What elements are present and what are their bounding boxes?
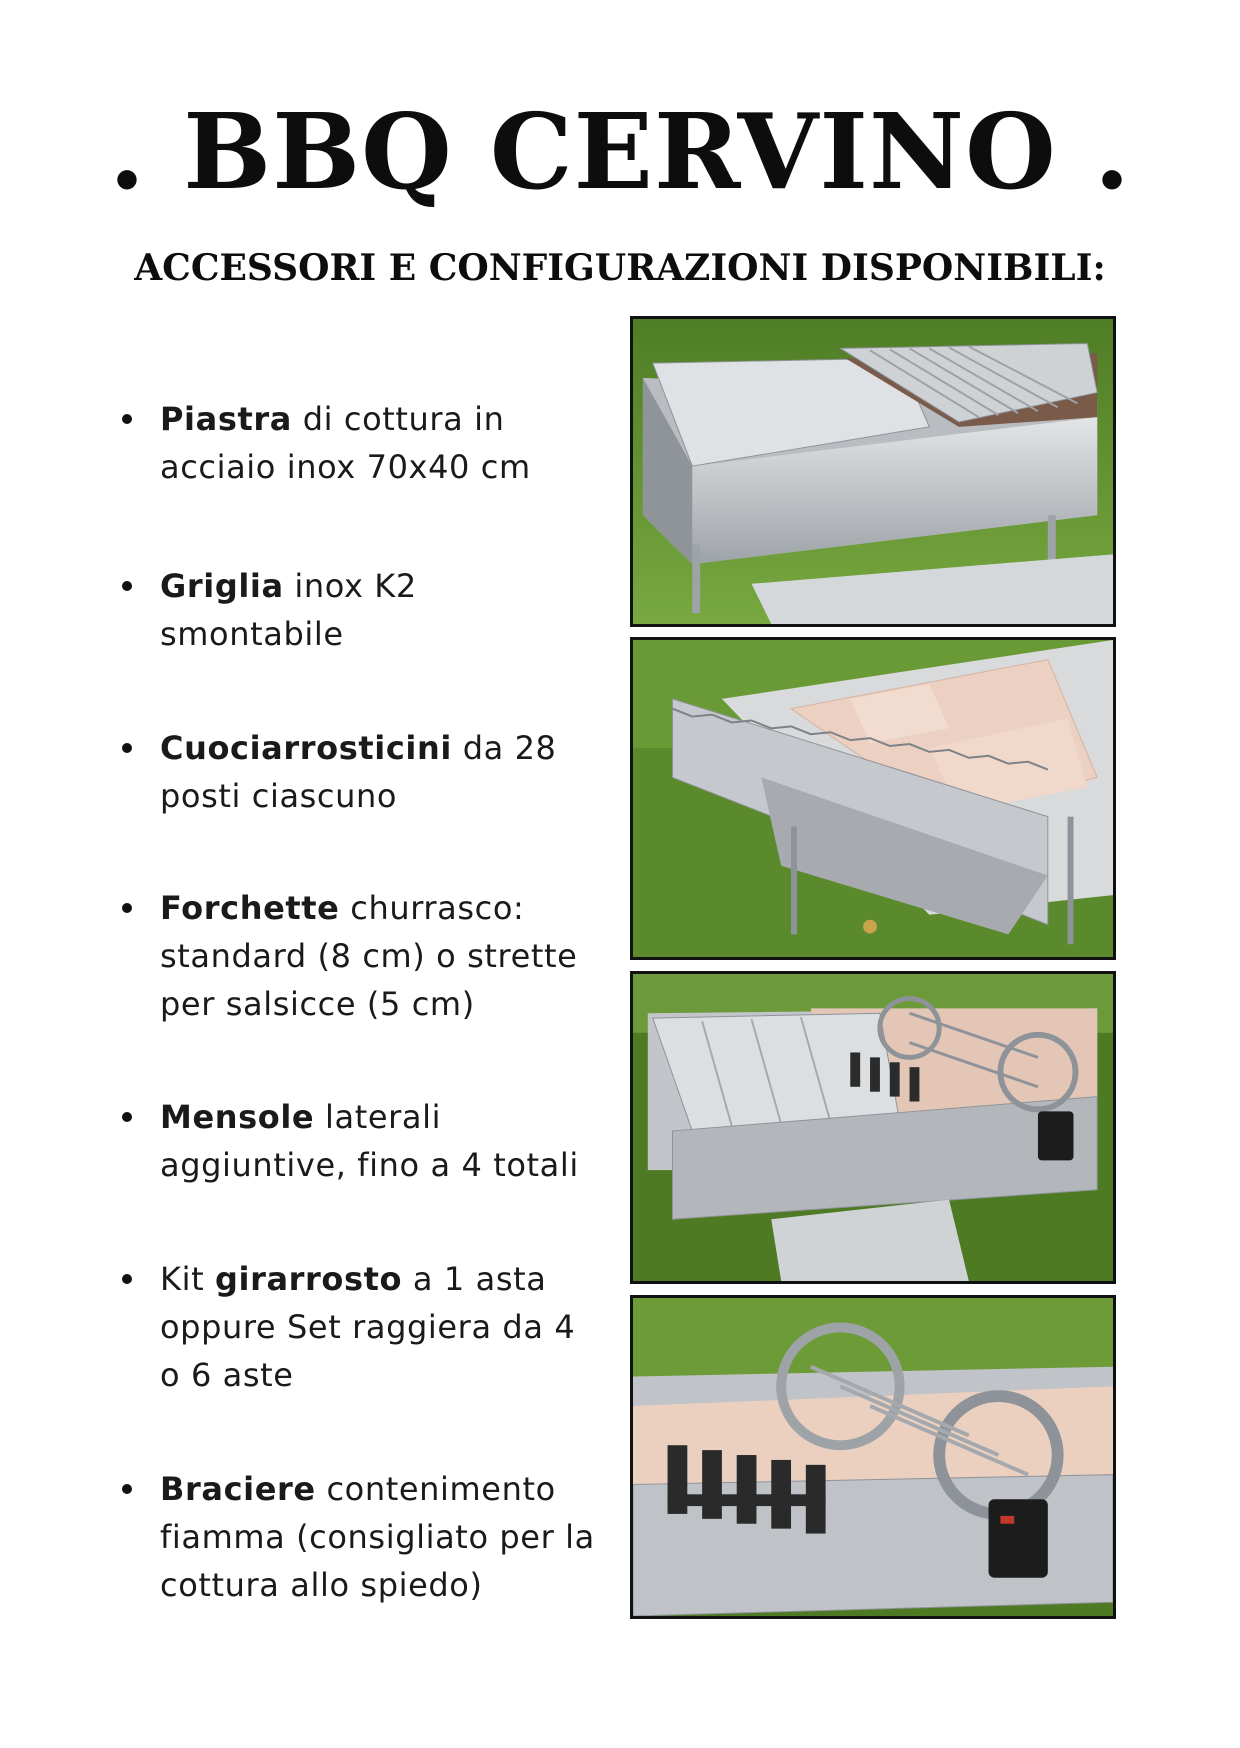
list-item: Piastra di cottura in acciaio inox 70x40 cm [160,395,600,491]
photo-skewer-holder [630,637,1116,960]
feature-name: Mensole [160,1098,315,1136]
photo-rotisserie-setup [630,971,1116,1284]
feature-name: Piastra [160,400,292,438]
photo-griddle-grill [630,316,1116,627]
feature-name: Braciere [160,1470,316,1508]
photo-brazier [630,1295,1116,1619]
list-item: Griglia inox K2 smontabile [160,562,600,658]
list-item: Kit girarrosto a 1 asta oppure Set raggiera da 4 o 6 aste [160,1255,600,1399]
feature-name: Forchette [160,889,340,927]
list-item: Braciere contenimento fiamma (consigliato per la cottura allo spiedo) [160,1465,600,1609]
page-title: . BBQ CERVINO . [108,90,1132,213]
feature-name: girarrosto [215,1260,403,1298]
list-item: Cuociarrosticini da 28 posti ciascuno [160,724,600,820]
list-item: Mensole laterali aggiuntive, fino a 4 totali [160,1093,600,1189]
feature-name: Griglia [160,567,284,605]
feature-name: Cuociarrosticini [160,729,452,767]
page-subtitle: ACCESSORI E CONFIGURAZIONI DISPONIBILI: [134,247,1106,289]
list-item: Forchette churrasco: standard (8 cm) o strette per salsicce (5 cm) [160,884,600,1028]
